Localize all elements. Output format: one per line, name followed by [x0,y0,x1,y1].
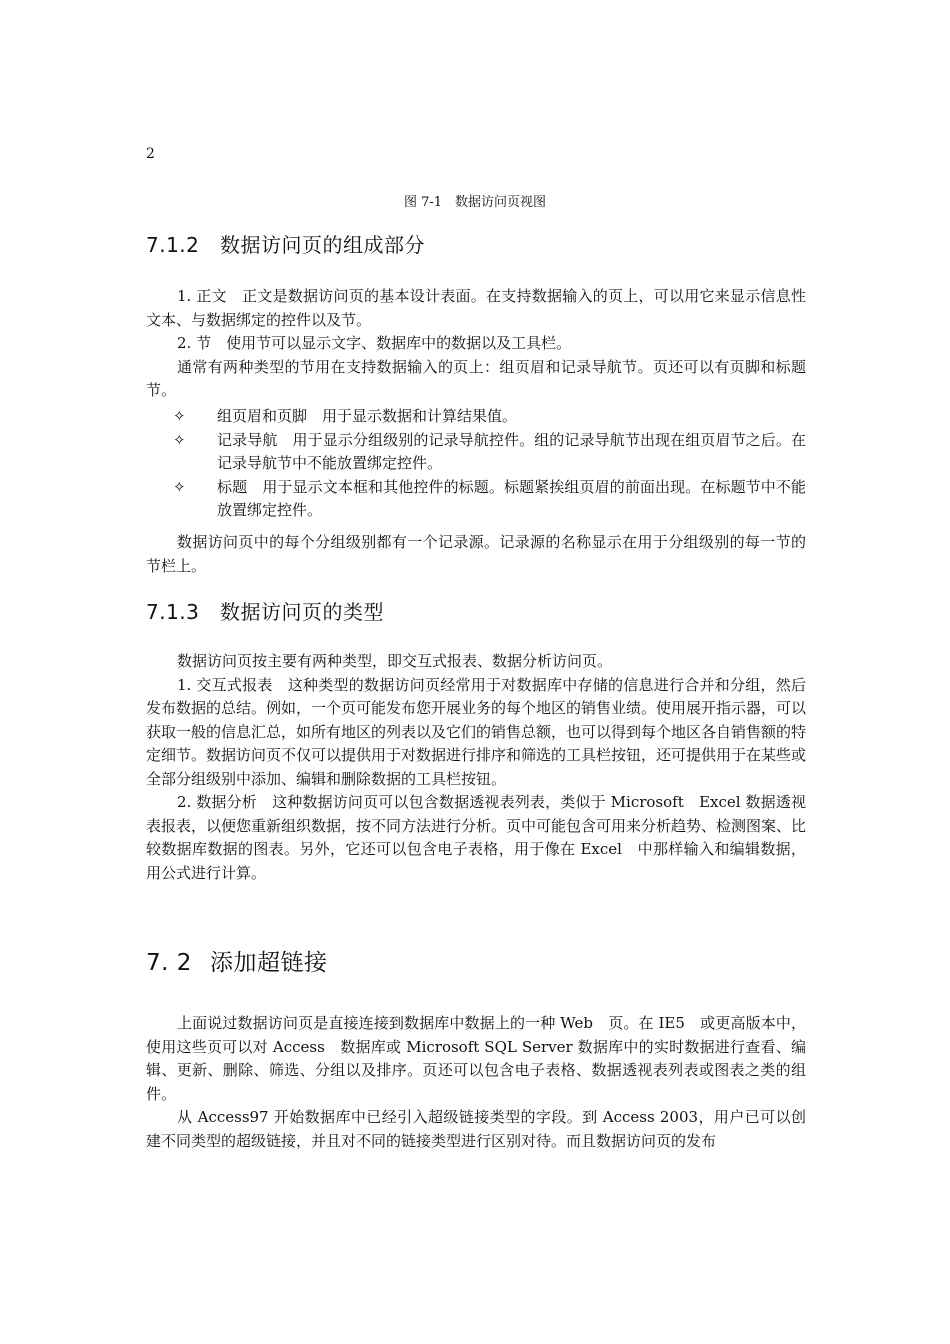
section-heading-7-1-2 [146,229,425,258]
paragraph-body [146,1012,806,1153]
list-item [146,405,806,429]
paragraph: 1. 交互式报表 这种类型的数据访问页经常用于对数据库中存储的信息进行合并和分组，然后发布数据的总结。例如，一个页可能发布您开展业务的每个地区的销售业绩。使用展开指示器，可以获取一般的信息汇总，如所有地区的列表以及它们的销售总额，也可以得到每个地区各自销售额的特定细节。数据访问页不仅可以提供用于对数据进行排序和筛选的工具栏按钮，还可提供用于在某些或全部分组级别中添加、编辑和删除数据的工具栏按钮。 [146,675,807,788]
paragraph-body [146,650,806,885]
bullet-list [146,405,806,523]
paragraph: 上面说过数据访问页是直接连接到数据库中数据上的一种 Web 页。在 IE5 或更高版本中，使用这些页可以对 Access 数据库或 Microsoft SQL Server 数据库中的实时数据进行查看、编辑、更新、删除、筛选、分组以及排序。页还可以包含电子表格、数据透视表列表或图表之类的组件。 [146,1014,806,1103]
section-number: 7.1.2 [146,233,200,257]
section-number: 7. 2 [146,950,192,976]
section-heading-7-1-3 [146,596,384,625]
paragraph-body [146,285,806,403]
paragraph: 从 Access97 开始数据库中已经引入超级链接类型的字段。到 Access 2003，用户已可以创建不同类型的超级链接，并且对不同的链接类型进行区别对待。而且数据访问页的发布 [146,1108,806,1150]
paragraph: 1. 正文 正文是数据访问页的基本设计表面。在支持数据输入的页上，可以用它来显示信息性文本、与数据绑定的控件以及节。 [146,287,806,329]
list-item [146,429,806,476]
section-heading-7-2 [146,944,328,977]
section-title: 数据访问页的类型 [220,600,384,624]
section-title: 数据访问页的组成部分 [220,233,425,257]
list-item-text: 记录导航 用于显示分组级别的记录导航控件。组的记录导航节出现在组页眉节之后。在记录导航节中不能放置绑定控件。 [217,430,806,472]
diamond-bullet-icon: ✧ [173,407,186,425]
diamond-bullet-icon: ✧ [173,477,186,496]
section-number: 7.1.3 [146,600,200,624]
paragraph: 2. 数据分析 这种数据访问页可以包含数据透视表列表，类似于 Microsoft Excel 数据透视表报表，以便您重新组织数据，按不同方法进行分析。页中可能包含可用来分析趋势、检测图案、比较数据库数据的图表。另外，它还可以包含电子表格，用于像在 Excel 中那样输入和编辑数据，用公式进行计算。 [146,793,807,882]
list-item-text: 标题 用于显示文本框和其他控件的标题。标题紧挨组页眉的前面出现。在标题节中不能放置绑定控件。 [217,477,806,519]
paragraph-body [146,531,806,578]
section-title: 添加超链接 [210,950,328,976]
figure-caption: 图 7-1 数据访问页视图 [403,195,547,210]
paragraph: 数据访问页按主要有两种类型，即交互式报表、数据分析访问页。 [177,652,613,670]
diamond-bullet-icon: ✧ [173,430,186,449]
list-item [146,476,806,523]
paragraph: 通常有两种类型的节用在支持数据输入的页上：组页眉和记录导航节。页还可以有页脚和标题节。 [146,357,806,399]
paragraph: 2. 节 使用节可以显示文字、数据库中的数据以及工具栏。 [177,334,572,352]
page-number: 2 [146,146,155,162]
paragraph: 数据访问页中的每个分组级别都有一个记录源。记录源的名称显示在用于分组级别的每一节的节栏上。 [146,533,806,575]
list-item-text: 组页眉和页脚 用于显示数据和计算结果值。 [217,407,518,425]
